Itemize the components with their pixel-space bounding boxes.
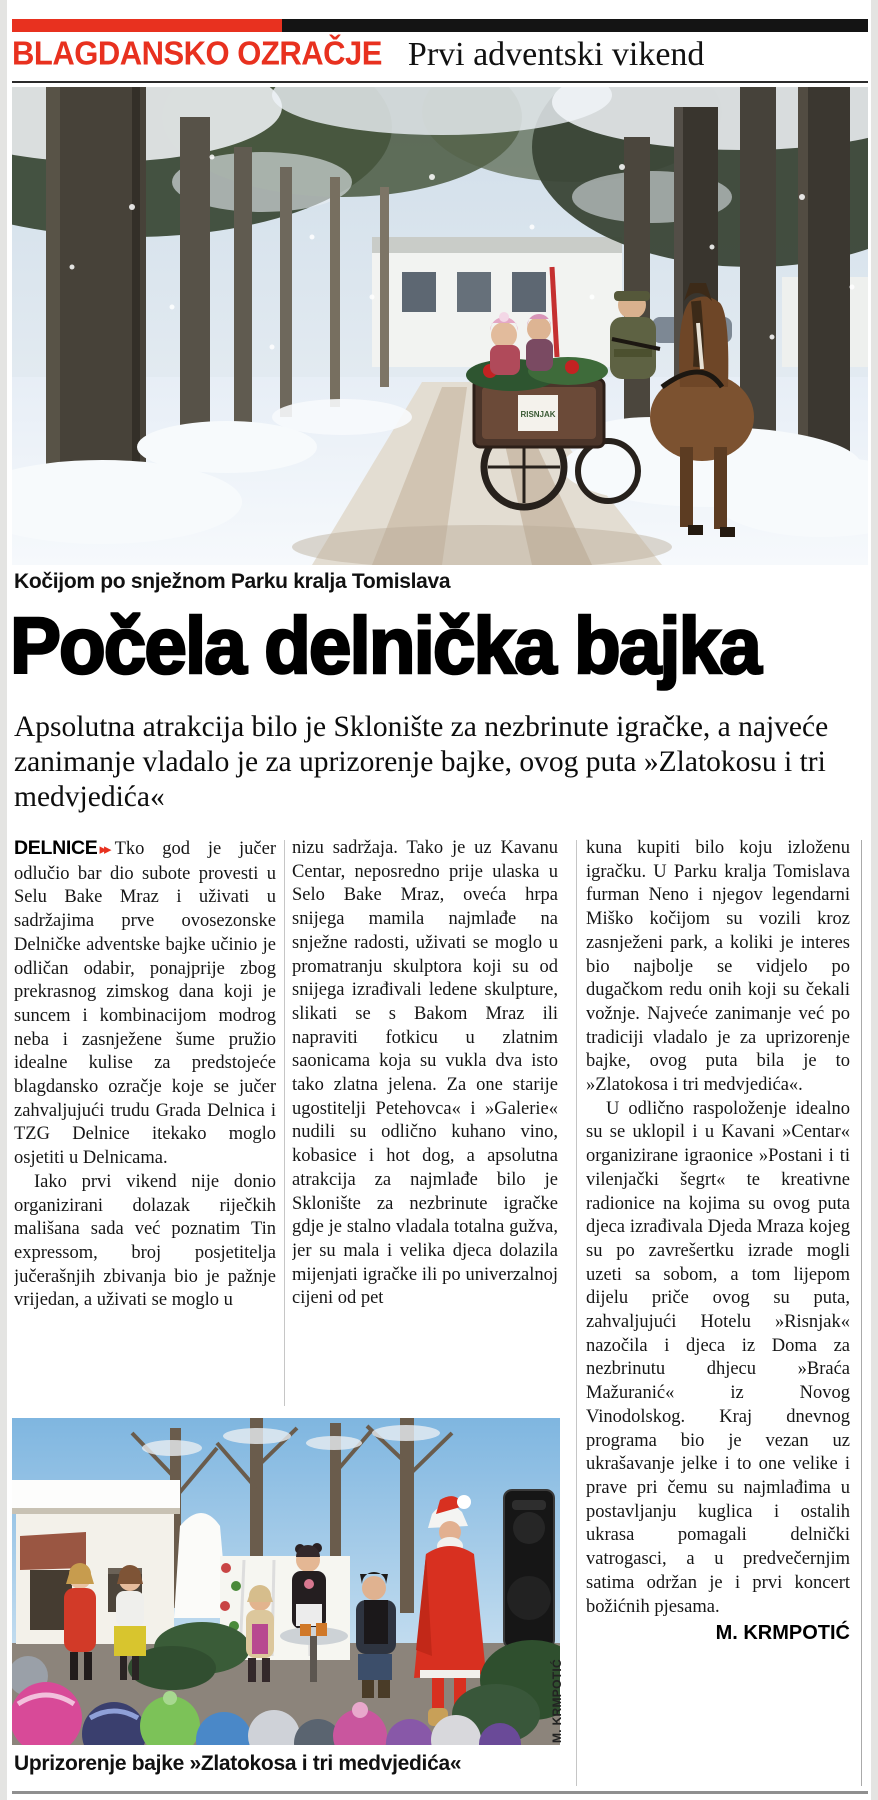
speaker-box bbox=[504, 1490, 554, 1648]
top-photo bbox=[12, 87, 868, 565]
top-photo-caption: Kočijom po snježnom Parku kralja Tomislava bbox=[14, 570, 451, 593]
kicker-row bbox=[12, 36, 868, 74]
dateline: DELNICE bbox=[14, 837, 98, 859]
bottom-rule bbox=[12, 1791, 868, 1794]
subheadline: Apsolutna atrakcija bilo je Sklonište za nezbrinute igračke, a najveće zanimanje vladalo je za uprizorenje bajke, ovog puta »Zlatokosu i tri medvjedića« bbox=[14, 711, 829, 813]
page-edge-right bbox=[871, 0, 878, 1800]
headline: Počela delnička bajka bbox=[10, 601, 760, 690]
paragraph-text: Iako prvi vikend nije donio organizirani dolazak riječkih mališana sada već poznatim Tin expressom, broj posjetitelja jučerašnjih zbivanja bio je pažnje vrijedan, a uživati se moglo u bbox=[14, 1171, 276, 1311]
top-photo-illustration bbox=[12, 87, 868, 565]
carriage-sign: RISNJAK bbox=[520, 410, 556, 419]
paragraph-text: Tko god je jučer odlučio bar dio subote provesti u Selu Bake Mraz i uživati u sadržajima prve ovosezonske Delničke adventske bajke učinio je odličan odabir, ponajprije zbog prekrasnog zimskog dana koji je suncem i kombinacijom modrog neba i zasnježene šume pružio idealne kulise za predstojeće blagdansko ozračje koje se jučer zahvaljujući trudu Grada Delnica i TZG Delnice itekako moglo osjetiti u Delnicama. bbox=[14, 839, 276, 1169]
kicker-bar-red-segment bbox=[12, 19, 282, 32]
article-column-3 bbox=[586, 837, 850, 1781]
column-separator-1 bbox=[284, 840, 285, 1406]
kicker-bar bbox=[12, 19, 868, 32]
article-column-1 bbox=[14, 837, 276, 1407]
page-edge-left bbox=[0, 0, 7, 1800]
article-column-2 bbox=[292, 837, 558, 1407]
header-rule bbox=[12, 81, 868, 83]
bottom-photo-caption: Uprizorenje bajke »Zlatokosa i tri medvjedića« bbox=[14, 1752, 462, 1775]
byline: M. KRMPOTIĆ bbox=[715, 1622, 850, 1645]
paragraph-text: kuna kupiti bilo koju izloženu igračku. U Parku kralja Tomislava furman Neno i njegov legendarni Miško kočijom su vozili kroz zasnježeni park, a koliki je interes bio najbolje se vidjelo po dugačkom redu onih koji su čekali vožnje. Najveće zanimanje već po tradiciji vladalo je za uprizorenje bajke, ovog puta bila je to »Zlatokosa i tri medvjedića«. bbox=[586, 838, 850, 1096]
kicker-subtitle: Prvi adventski vikend bbox=[407, 36, 705, 73]
paragraph-text: nizu sadržaja. Tako je uz Kavanu Centar, neposredno prije ulaska u Selo Bake Mraz, oveća hrpa snijega mamila najmlađe na snježne radosti, uživati se moglo u promatranju skulptora koji su od snijega izrađivali ledene skulpture, slikati se s Bakom Mraz ili napraviti fotkicu u zlatnim saonicama koja su vukla dva isto tako zlatna jelena. Za one starije ugostitelji Petehovca« i »Galerie« nudili su odlično kuhano vino, kobasice i hot dog, a apsolutna atrakcija za najmlađe bilo je Sklonište za nezbrinute igračke gdje je stalno vladala totalna gužva, jer su mala i velika djeca dolazila mijenjati igračke ili po univerzalnoj cijeni od pet bbox=[292, 838, 558, 1309]
dateline-arrows-icon: ▸▸ bbox=[99, 842, 109, 858]
right-margin-rule bbox=[861, 840, 862, 1786]
bottom-photo-illustration bbox=[12, 1418, 560, 1745]
paragraph-text: U odlično raspoloženje idealno su se uklopil i u Kavani »Centar« organizirane igraonice »Postani i ti vilenjački šegrt« te kreativne radionice na kojima su ovog puta djeca izrađivala Djeda Mraza kojeg su po zavrešertku izrade mogli uzeti sa sobom, a tom lijepom dijelu priče ovog su puta, zahvaljujući Hotelu »Risnjak« nazočila i djeca iz Doma za nezbrinutu dhjecu »Braća Mažuranić« iz Novog Vinodolskog. Kraj dnevnog programa bio je vezan uz ukrašavanje jelke i to one velike i prave pri čemu su najmlađima u postavljanju kuglica i ostalih ukrasa pomagali delnički vatrogasci, a u predvečernjim satima održan je i prvi koncert božićnih pjesama. bbox=[586, 1098, 850, 1617]
photo-credit: M. KRMPOTIĆ bbox=[550, 1659, 564, 1743]
kicker-label: BLAGDANSKO OZRAČJE bbox=[12, 34, 382, 72]
bottom-photo bbox=[12, 1418, 560, 1745]
column-separator-2 bbox=[576, 840, 577, 1786]
